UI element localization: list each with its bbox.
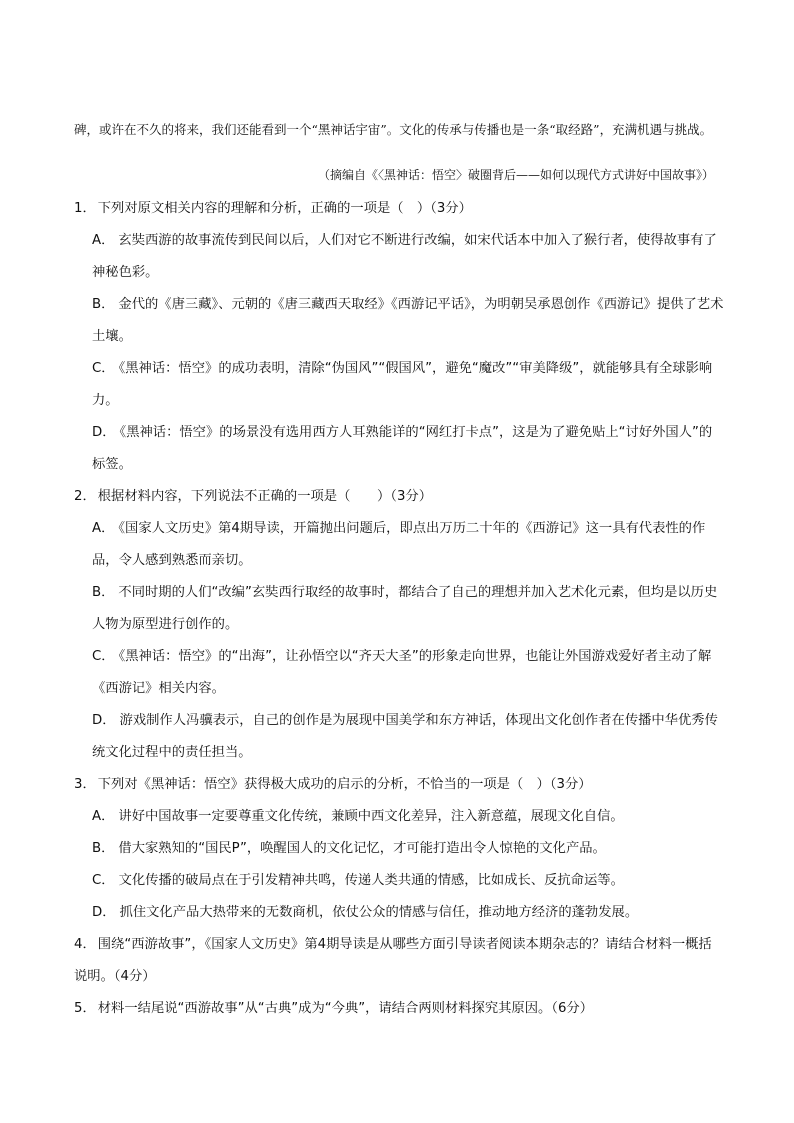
option-text: 《黑神话：悟空》的场景没有选用西方人耳熟能详的“网红打卡点”，这是为了避免贴上“讨好外国人”的标签。 bbox=[92, 425, 713, 472]
question-line bbox=[74, 193, 724, 225]
option-c bbox=[74, 353, 724, 417]
option-mark: A． bbox=[92, 809, 115, 824]
option-mark: B． bbox=[92, 585, 115, 600]
question-line bbox=[74, 769, 724, 801]
question-5 bbox=[74, 993, 724, 1025]
option-text: 文化传播的破局点在于引发精神共鸣，传递人类共通的情感，比如成长、反抗命运等。 bbox=[118, 873, 624, 888]
option-text: 讲好中国故事一定要尊重文化传统，兼顾中西文化差异，注入新意蕴，展现文化自信。 bbox=[118, 809, 624, 824]
option-mark: C． bbox=[92, 873, 115, 888]
question-1 bbox=[74, 193, 724, 481]
option-mark: B． bbox=[92, 841, 115, 856]
question-3 bbox=[74, 769, 724, 929]
option-text: 玄奘西游的故事流传到民间以后，人们对它不断进行改编，如宋代话本中加入了猴行者，使得故事有了神秘色彩。 bbox=[92, 233, 717, 280]
option-mark: C． bbox=[92, 361, 115, 376]
question-stem: 根据材料内容，下列说法不正确的一项是（ ）（3分） bbox=[97, 489, 432, 504]
option-text: 不同时期的人们“改编”玄奘西行取经的故事时，都结合了自己的理想并加入艺术化元素，但均是以历史人物为原型进行创作的。 bbox=[92, 585, 718, 632]
passage-source: （摘编自《〈黑神话：悟空〉破圈背后——如何以现代方式讲好中国故事》） bbox=[317, 168, 714, 182]
option-text: 借大家熟知的“国民P”，唤醒国人的文化记忆，才可能打造出令人惊艳的文化产品。 bbox=[118, 841, 606, 856]
option-a bbox=[74, 225, 724, 289]
question-line bbox=[74, 929, 724, 993]
option-b bbox=[74, 833, 724, 865]
option-text: 抓住文化产品大热带来的无数商机，依仗公众的情感与信任，推动地方经济的蓬勃发展。 bbox=[119, 905, 639, 920]
option-mark: A． bbox=[92, 521, 115, 536]
question-number: 3． bbox=[74, 777, 96, 792]
option-d bbox=[74, 897, 724, 929]
question-4 bbox=[74, 929, 724, 993]
option-text: 《国家人文历史》第4期导读，开篇抛出问题后，即点出万历二十年的《西游记》这一具有代表性的作品，令人感到熟悉而亲切。 bbox=[92, 521, 706, 568]
option-d bbox=[74, 705, 724, 769]
option-mark: D． bbox=[92, 713, 116, 728]
question-list bbox=[74, 193, 724, 1025]
question-stem: 下列对《黑神话：悟空》获得极大成功的启示的分析，不恰当的一项是（ ）（3分） bbox=[97, 777, 592, 792]
option-mark: C． bbox=[92, 649, 115, 664]
option-mark: D． bbox=[92, 905, 116, 920]
question-number: 1． bbox=[74, 201, 96, 216]
option-c bbox=[74, 865, 724, 897]
question-stem: 下列对原文相关内容的理解和分析，正确的一项是（ ）（3分） bbox=[97, 201, 472, 216]
option-mark: B． bbox=[92, 297, 115, 312]
question-number: 5． bbox=[74, 1001, 96, 1016]
question-line bbox=[74, 993, 724, 1025]
option-text: 金代的《唐三藏》、元朝的《唐三藏西天取经》《西游记平话》，为明朝吴承恩创作《西游记》提供了艺术土壤。 bbox=[92, 297, 724, 344]
question-stem: 围绕“西游故事”，《国家人文历史》第4期导读是从哪些方面引导读者阅读本期杂志的？请结合材料一概括说明。（4分） bbox=[74, 937, 712, 984]
option-mark: D． bbox=[92, 425, 116, 440]
option-a bbox=[74, 513, 724, 577]
question-2 bbox=[74, 481, 724, 769]
option-c bbox=[74, 641, 724, 705]
option-a bbox=[74, 801, 724, 833]
option-d bbox=[74, 417, 724, 481]
option-b bbox=[74, 289, 724, 353]
question-number: 2． bbox=[74, 489, 96, 504]
option-text: 游戏制作人冯骥表示，自己的创作是为展现中国美学和东方神话，体现出文化创作者在传播中华优秀传统文化过程中的责任担当。 bbox=[92, 713, 718, 760]
question-line bbox=[74, 481, 724, 513]
question-stem: 材料一结尾说“西游故事”从“古典”成为“今典”，请结合两则材料探究其原因。（6分） bbox=[97, 1001, 594, 1016]
option-b bbox=[74, 577, 724, 641]
option-text: 《黑神话：悟空》的“出海”，让孙悟空以“齐天大圣”的形象走向世界，也能让外国游戏爱好者主动了解《西游记》相关内容。 bbox=[92, 649, 712, 696]
option-mark: A． bbox=[92, 233, 115, 248]
option-text: 《黑神话：悟空》的成功表明，清除“伪国风”“假国风”，避免“魔改”“审美降级”，就能够具有全球影响力。 bbox=[92, 361, 713, 408]
question-number: 4． bbox=[74, 937, 96, 952]
passage-continuation: 碑，或许在不久的将来，我们还能看到一个“黑神话宇宙”。文化的传承与传播也是一条“取经路”，充满机遇与挑战。 bbox=[74, 121, 713, 137]
